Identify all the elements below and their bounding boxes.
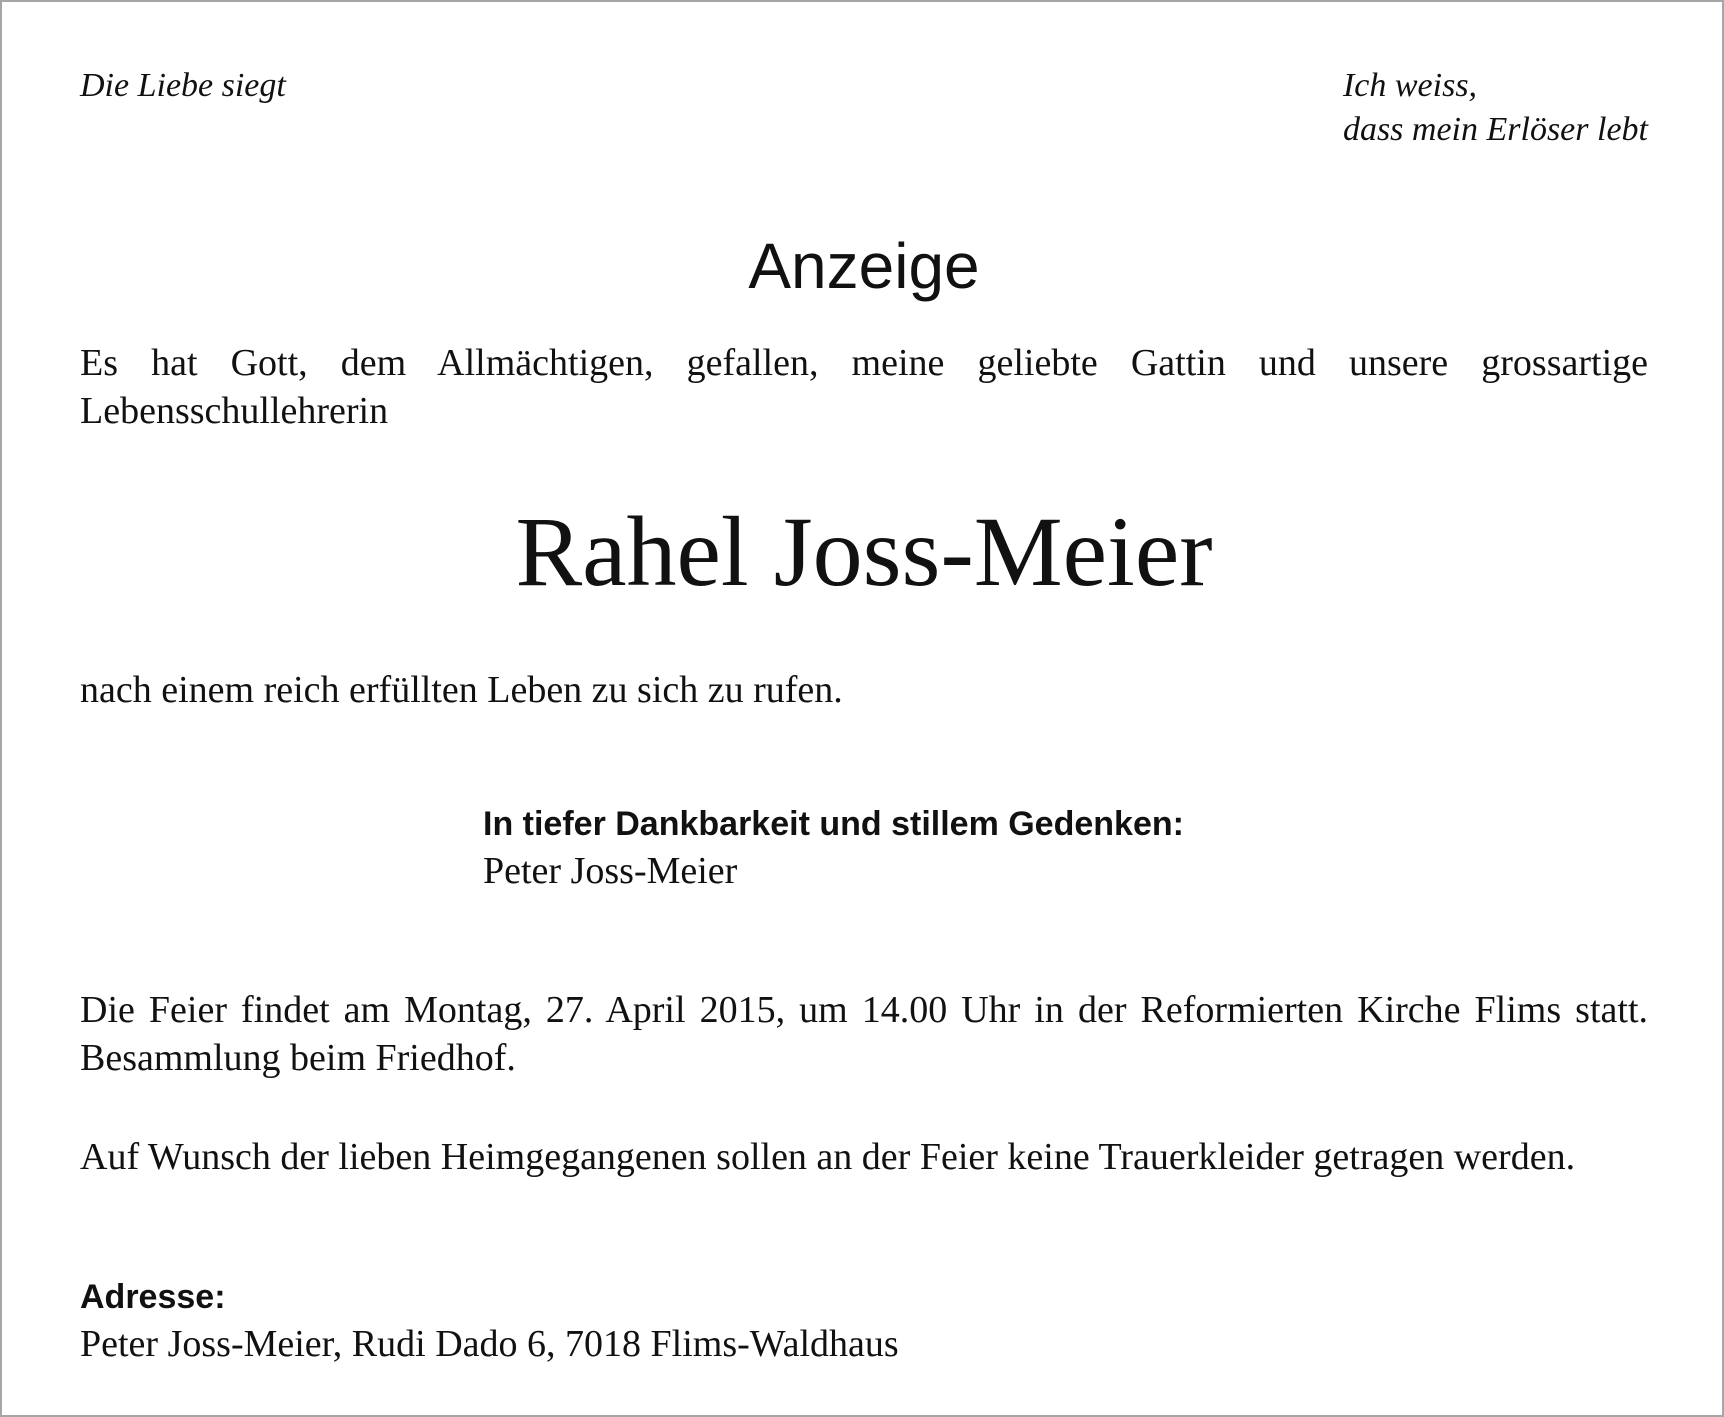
address-line: Peter Joss-Meier, Rudi Dado 6, 7018 Flims-Waldhaus	[80, 1323, 899, 1365]
motto-right	[1343, 64, 1648, 152]
deceased-name: Rahel Joss-Meier	[515, 496, 1213, 607]
motto-right-line-2: dass mein Erlöser lebt	[1342, 111, 1648, 148]
notice-heading: Anzeige	[748, 230, 980, 302]
mourners-block	[483, 801, 1184, 895]
mourners-title: In tiefer Dankbarkeit und stillem Gedenken:	[483, 805, 1184, 843]
dress-code-note: Auf Wunsch der lieben Heimgegangenen sollen an der Feier keine Trauerkleider getragen werden.	[80, 1136, 1576, 1178]
ceremony-details: Die Feier findet am Montag, 27. April 2015, um 14.00 Uhr in der Reformierten Kirche Flims statt. Besammlung beim Friedhof.	[80, 989, 1648, 1079]
after-name-text: nach einem reich erfüllten Leben zu sich zu rufen.	[80, 669, 843, 711]
notice-content	[80, 2, 1648, 1415]
mourner-name: Peter Joss-Meier	[483, 850, 738, 892]
intro-text: Es hat Gott, dem Allmächtigen, gefallen, meine geliebte Gattin und unsere grossartige Lebensschullehrerin	[80, 342, 1648, 432]
address-block	[80, 1274, 899, 1368]
motto-left: Die Liebe siegt	[80, 67, 286, 104]
motto-right-line-1: Ich weiss,	[1342, 67, 1478, 104]
address-label: Adresse:	[80, 1278, 226, 1316]
